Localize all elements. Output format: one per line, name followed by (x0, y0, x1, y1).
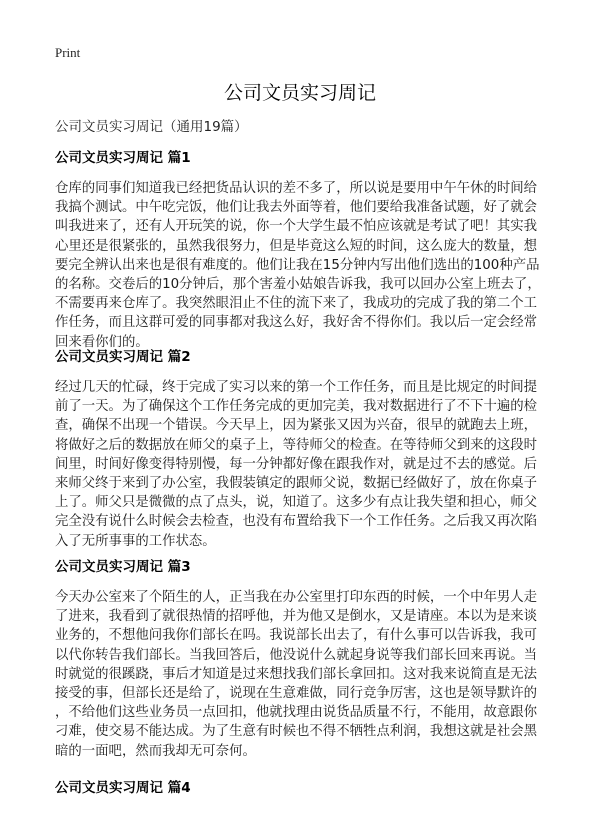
text-line: 以代你转告我们部长。当我回答后，他没说什么就起身说等我们部长回来再说。当 (55, 647, 538, 663)
text-line: 不需要再来仓库了。我突然眼泪止不住的流下来了，我成功的完成了我的第二个工 (55, 296, 538, 312)
text-line: 仓库的同事们知道我已经把货品认识的差不多了，所以说是要用中午午休的时间给 (55, 181, 538, 196)
text-line: 的名称。交卷后的10分钟后，那个害羞小姑娘告诉我，我可以回办公室上班去了， (55, 277, 541, 293)
text-line: 时就觉的很蹊跷，事后才知道是过来想找我们部长拿回扣。这对我来说简直是无法 (55, 666, 538, 682)
section-paragraph-1 (55, 179, 555, 352)
text-line: 将做好之后的数据放在师父的桌子上，等待师父的检查。在等待师父到来的这段时 (55, 437, 538, 453)
section-paragraph-2 (55, 378, 555, 551)
text-line: 了进来，我看到了就很热情的招呼他，并为他又是倒水，又是请座。本以为是来谈 (55, 609, 538, 625)
section-heading-3: 公司文员实习周记 篇3 (55, 559, 191, 575)
page-title: 公司文员实习周记 (223, 82, 376, 104)
text-line: 业务的，不想他问我你们部长在吗。我说部长出去了，有什么事可以告诉我，我可 (55, 628, 538, 644)
text-line: 经过几天的忙碌，终于完成了实习以来的第一个工作任务，而且是比规定的时间提 (55, 380, 538, 395)
print-label[interactable]: Print (55, 45, 81, 60)
text-line: 暗的一面吧，然而我却无可奈何。 (55, 743, 256, 759)
section-heading-1: 公司文员实习周记 篇1 (55, 150, 191, 166)
text-line: 回来看你们的。 (55, 334, 149, 350)
document-subtitle: 公司文员实习周记（通用19篇） (55, 119, 248, 135)
text-line: 今天办公室来了个陌生的人，正当我在办公室里打印东西的时候，一个中年男人走 (55, 590, 538, 605)
text-line: 完全没有说什么时候会去检查，也没有布置给我下一个工作任务。之后我又再次陷 (55, 514, 538, 530)
section-heading-2: 公司文员实习周记 篇2 (55, 349, 191, 365)
section-heading-4: 公司文员实习周记 篇4 (55, 780, 191, 796)
section-paragraph-3 (55, 588, 555, 761)
text-line: 入了无所事事的工作状态。 (55, 533, 216, 549)
text-line: 来师父终于来到了办公室，我假装镇定的跟师父说，数据已经做好了，放在你桌子 (55, 476, 538, 492)
text-line: 作任务，而且这群可爱的同事都对我这么好，我好舍不得你们。我以后一定会经常 (55, 315, 538, 331)
text-line: 叫我进来了，还有人开玩笑的说，你一个大学生最不怕应该就是考试了吧！其实我 (55, 219, 538, 235)
text-line: 我搞个测试。中午吃完饭，他们让我去外面等着，他们要给我准备试题，好了就会 (55, 200, 538, 216)
text-line: 接受的事，但部长还是给了，说现在生意难做，同行竞争厉害，这也是领导默许的 (55, 686, 538, 702)
text-line: 前了一天。为了确保这个工作任务完成的更加完美，我对数据进行了不下十遍的检 (55, 399, 538, 415)
text-line: 间里，时间好像变得特别慢，每一分钟都好像在跟我作对，就是过不去的感觉。后 (55, 456, 538, 472)
text-line: 要完全辨认出来也是很有难度的。他们让我在15分钟内写出他们选出的100种产品 (55, 257, 540, 273)
text-line: 刁难，使交易不能达成。为了生意有时候也不得不牺牲点利润，我想这就是社会黑 (55, 724, 538, 740)
text-line: 查，确保不出现一个错误。今天早上，因为紧张又因为兴奋，很早的就跑去上班， (55, 418, 538, 434)
text-line: ，不给他们这些业务员一点回扣，他就找理由说货品质量不行，不能用，故意跟你 (55, 705, 538, 721)
text-line: 心里还是很紧张的，虽然我很努力，但是毕竟这么短的时间，这么庞大的数量，想 (55, 238, 538, 254)
text-line: 上了。师父只是微微的点了点头，说，知道了。这多少有点让我失望和担心，师父 (55, 495, 538, 511)
